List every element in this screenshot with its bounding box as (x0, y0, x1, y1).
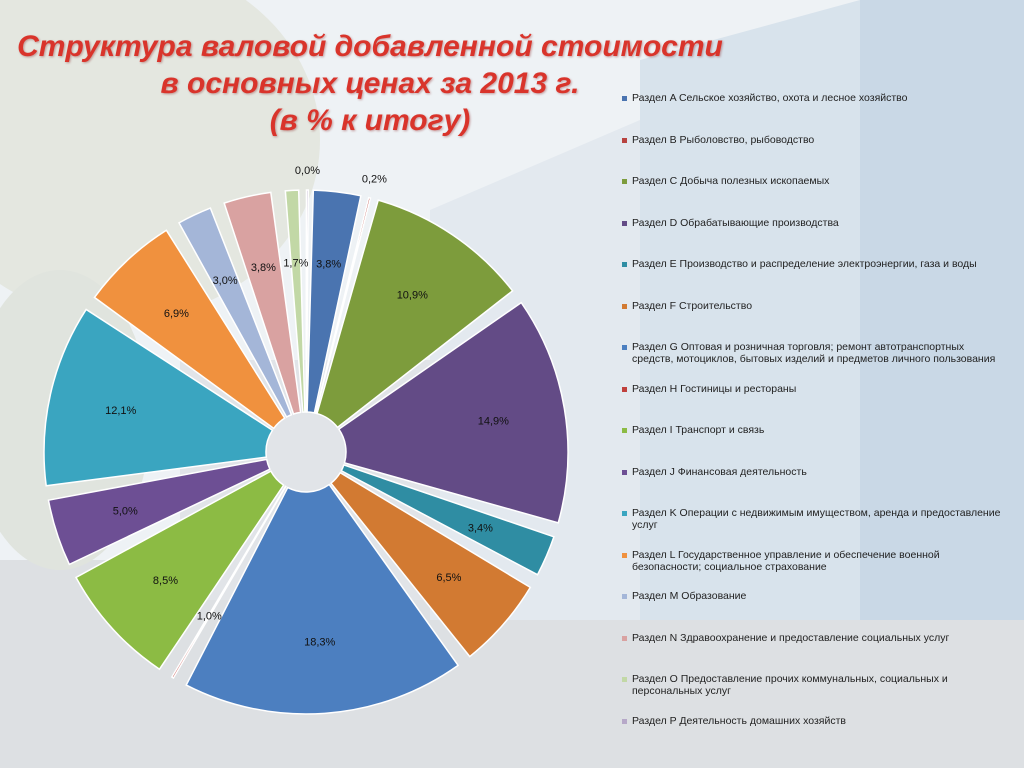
legend-item-11 (622, 507, 1002, 531)
legend-label-4: Раздел D Обрабатывающие производства (632, 216, 839, 229)
legend-marker-6 (622, 304, 627, 309)
data-label-13: 3,0% (212, 275, 238, 288)
title-line-1: Структура валовой добавленной стоимости (17, 30, 723, 63)
data-label-7: 18,3% (304, 636, 336, 649)
legend-item-3 (622, 175, 1002, 187)
legend-label-12: Раздел L Государственное управление и обеспечение военной безопасности; социальное страхование (632, 548, 940, 573)
legend-label-7: Раздел G Оптовая и розничная торговля; ремонт автотранспортных средств, мотоциклов, бытовых изделий и предметов личного пользования (632, 341, 996, 365)
legend-label-2: Раздел B Рыболовство, рыбоводство (632, 133, 815, 146)
legend-label-15: Раздел O Предоставление прочих коммунальных, социальных и персональных услуг (632, 673, 948, 697)
legend-label-14: Раздел N Здравоохранение и предоставление социальных услуг (632, 631, 950, 644)
legend-item-7 (622, 341, 1002, 365)
legend-marker-5 (622, 262, 627, 267)
legend-label-13: Раздел M Образование (632, 590, 747, 602)
legend-item-16 (622, 715, 1002, 727)
legend-item-8 (622, 383, 1002, 395)
legend-marker-9 (622, 428, 627, 433)
legend-item-1 (622, 92, 1002, 104)
data-label-12: 6,9% (163, 308, 189, 321)
data-label-6: 6,5% (436, 572, 462, 585)
data-label-15: 1,7% (283, 257, 309, 270)
data-label-14: 3,8% (250, 261, 276, 274)
legend-marker-1 (622, 96, 627, 101)
legend-marker-13 (622, 594, 627, 599)
legend-marker-3 (622, 179, 627, 184)
data-label-1: 3,8% (316, 258, 342, 271)
legend-label-3: Раздел C Добыча полезных ископаемых (632, 175, 830, 187)
legend-label-1: Раздел A Сельское хозяйство, охота и лесное хозяйство (632, 92, 908, 104)
legend-item-4 (622, 217, 1002, 229)
title-line-3: (в % к итогу) (269, 104, 471, 137)
data-label-9: 8,5% (152, 574, 179, 587)
data-label-2: 0,2% (361, 173, 387, 186)
legend-marker-16 (622, 719, 627, 724)
legend-label-16: Раздел P Деятельность домашних хозяйств (632, 714, 846, 727)
legend-item-12 (622, 549, 1002, 573)
data-label-16: 0,0% (294, 165, 321, 178)
legend-item-13 (622, 590, 1002, 602)
legend-item-2 (622, 134, 1002, 146)
data-label-8: 1,0% (196, 610, 222, 623)
legend-label-5: Раздел E Производство и распределение электроэнергии, газа и воды (632, 258, 977, 270)
legend-marker-7 (622, 345, 627, 350)
legend-item-6 (622, 300, 1002, 312)
legend-item-9 (622, 424, 1002, 436)
legend-item-5 (622, 258, 1002, 270)
data-label-5: 3,4% (467, 522, 493, 535)
legend-marker-12 (622, 553, 627, 558)
legend-label-6: Раздел F Строительство (632, 299, 753, 312)
data-label-10: 5,0% (112, 505, 138, 518)
legend-marker-11 (622, 511, 627, 516)
legend-marker-8 (622, 387, 627, 392)
legend-marker-2 (622, 138, 627, 143)
legend-item-10 (622, 466, 1002, 478)
data-label-3: 10,9% (396, 289, 428, 302)
legend-marker-4 (622, 221, 627, 226)
data-label-11: 12,1% (105, 404, 137, 417)
legend-marker-15 (622, 677, 627, 682)
legend-marker-14 (622, 636, 627, 641)
title-line-2: в основных ценах за 2013 г. (160, 67, 580, 100)
legend-marker-10 (622, 470, 627, 475)
legend-label-11: Раздел K Операции с недвижимым имуществом, аренда и предоставление услуг (632, 507, 1001, 531)
legend-label-10: Раздел J Финансовая деятельность (632, 465, 807, 478)
legend-item-14 (622, 632, 1002, 644)
data-label-4: 14,9% (477, 415, 509, 428)
legend-label-9: Раздел I Транспорт и связь (632, 424, 765, 436)
legend-item-15 (622, 673, 1002, 697)
legend-label-8: Раздел H Гостиницы и рестораны (632, 382, 797, 395)
